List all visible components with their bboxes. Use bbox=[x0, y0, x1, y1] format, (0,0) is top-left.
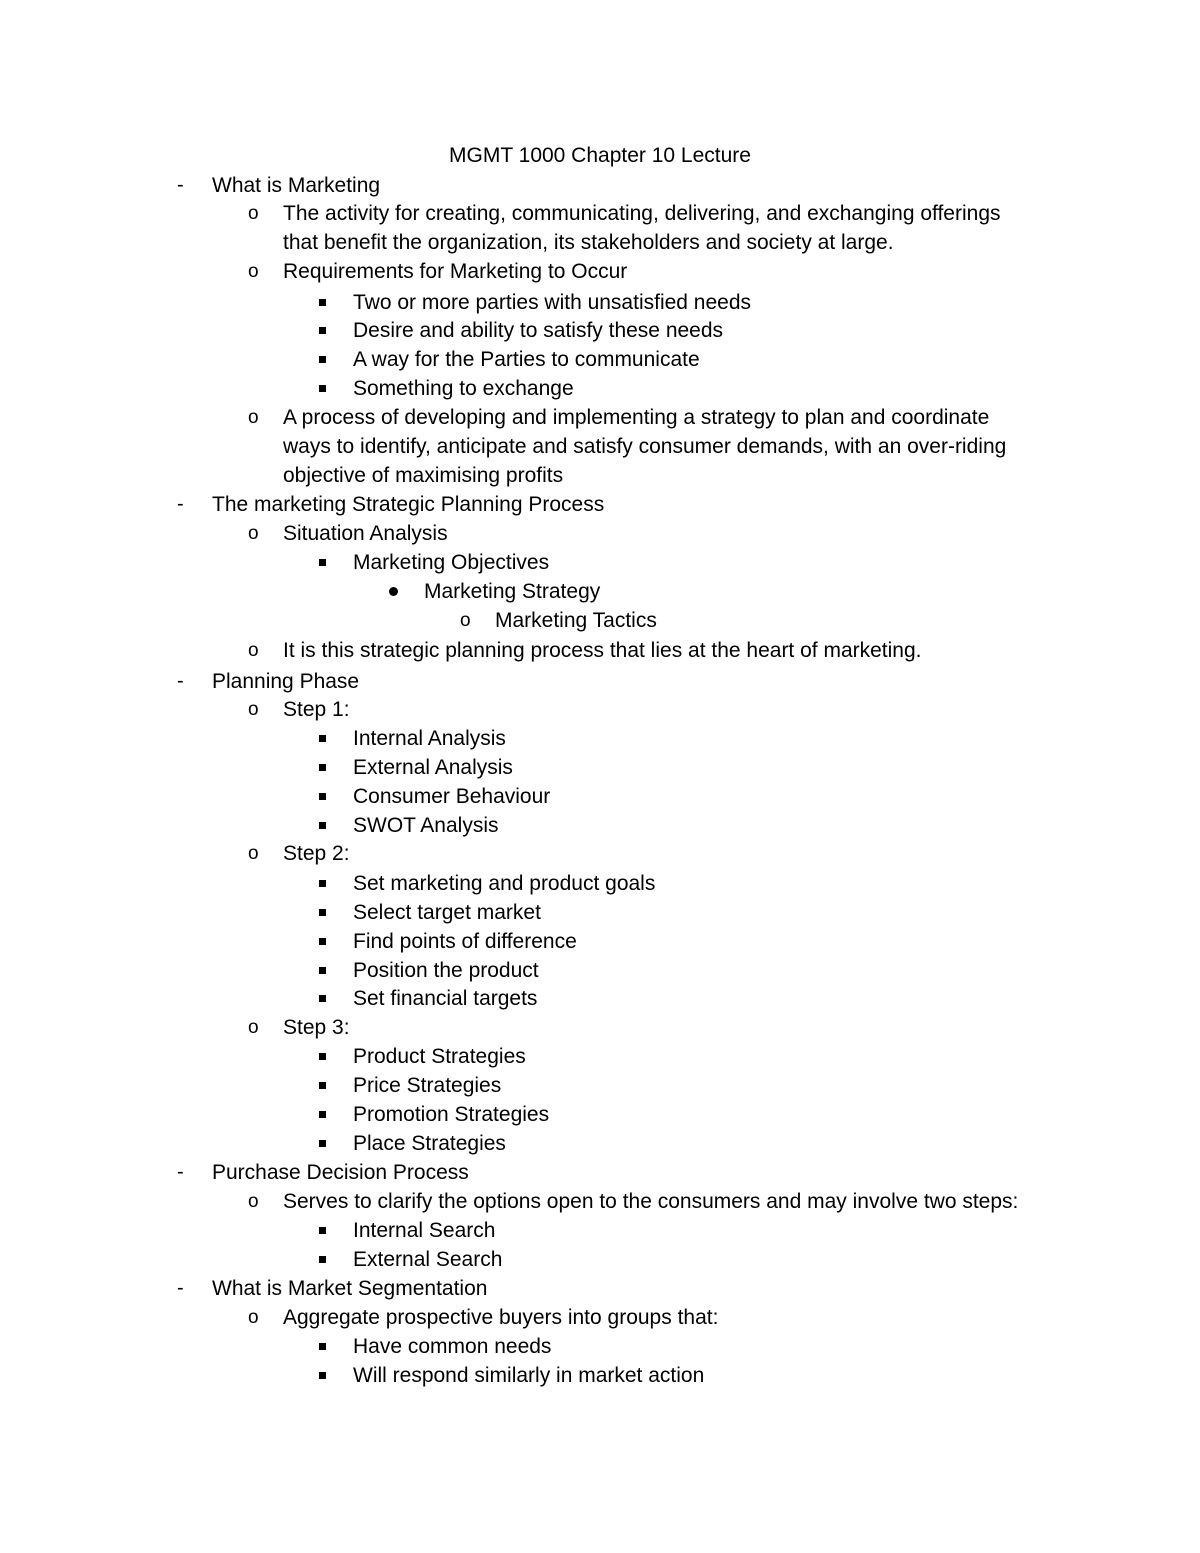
section-heading: What is Marketing bbox=[212, 174, 381, 197]
list-item: Will respond similarly in market action bbox=[353, 1364, 705, 1387]
dash-bullet: - bbox=[177, 1277, 184, 1299]
square-bullet bbox=[319, 1372, 326, 1379]
list-item: Set financial targets bbox=[353, 987, 538, 1010]
square-bullet bbox=[319, 356, 326, 363]
list-item: External Analysis bbox=[353, 756, 513, 779]
list-item: Situation Analysis bbox=[283, 522, 448, 545]
circle-bullet: o bbox=[248, 640, 259, 661]
list-item: SWOT Analysis bbox=[353, 814, 499, 837]
square-bullet bbox=[319, 995, 326, 1002]
round-bullet bbox=[389, 587, 398, 596]
list-item: Desire and ability to satisfy these needs bbox=[353, 319, 724, 342]
list-item: Step 2: bbox=[283, 842, 350, 865]
square-bullet bbox=[319, 559, 326, 566]
list-item: Internal Analysis bbox=[353, 727, 506, 750]
circle-bullet: o bbox=[248, 407, 259, 428]
list-item: Internal Search bbox=[353, 1219, 496, 1242]
square-bullet bbox=[319, 327, 326, 334]
list-item: Serves to clarify the options open to the consumers and may involve two steps: bbox=[283, 1190, 1019, 1213]
dash-bullet: - bbox=[177, 670, 184, 692]
list-item: Marketing Strategy bbox=[424, 580, 601, 603]
square-bullet bbox=[319, 1227, 326, 1234]
list-item: Aggregate prospective buyers into groups that: bbox=[283, 1306, 719, 1329]
dash-bullet: - bbox=[177, 174, 184, 196]
list-item: Product Strategies bbox=[353, 1045, 526, 1068]
square-bullet bbox=[319, 880, 326, 887]
list-item: Place Strategies bbox=[353, 1132, 506, 1155]
list-item: Find points of difference bbox=[353, 930, 577, 953]
list-item: Step 3: bbox=[283, 1016, 350, 1039]
square-bullet bbox=[319, 1256, 326, 1263]
list-item: It is this strategic planning process that lies at the heart of marketing. bbox=[283, 639, 922, 662]
dash-bullet: - bbox=[177, 1161, 184, 1183]
square-bullet bbox=[319, 1082, 326, 1089]
circle-bullet: o bbox=[248, 523, 259, 544]
list-item: Step 1: bbox=[283, 698, 350, 721]
list-item: Two or more parties with unsatisfied needs bbox=[353, 291, 752, 314]
circle-bullet: o bbox=[248, 699, 259, 720]
circle-bullet: o bbox=[248, 1307, 259, 1328]
dash-bullet: - bbox=[177, 493, 184, 515]
list-item: Promotion Strategies bbox=[353, 1103, 550, 1126]
square-bullet bbox=[319, 822, 326, 829]
list-item: Have common needs bbox=[353, 1335, 552, 1358]
square-bullet bbox=[319, 385, 326, 392]
circle-bullet: o bbox=[248, 1017, 259, 1038]
circle-bullet: o bbox=[248, 203, 259, 224]
list-item: Requirements for Marketing to Occur bbox=[283, 260, 628, 283]
square-bullet bbox=[319, 735, 326, 742]
list-item-continuation: that benefit the organization, its stakeholders and society at large. bbox=[283, 231, 894, 254]
list-item: Marketing Objectives bbox=[353, 551, 550, 574]
square-bullet bbox=[319, 938, 326, 945]
circle-bullet: o bbox=[248, 1191, 259, 1212]
circle-bullet: o bbox=[248, 843, 259, 864]
list-item-continuation: ways to identify, anticipate and satisfy consumer demands, with an over-riding bbox=[283, 435, 1007, 458]
circle-bullet: o bbox=[460, 610, 471, 631]
list-item: A process of developing and implementing a strategy to plan and coordinate bbox=[283, 406, 990, 429]
list-item: Price Strategies bbox=[353, 1074, 502, 1097]
list-item-continuation: objective of maximising profits bbox=[283, 464, 564, 487]
circle-bullet: o bbox=[248, 261, 259, 282]
square-bullet bbox=[319, 1111, 326, 1118]
list-item: Marketing Tactics bbox=[495, 609, 657, 632]
list-item: External Search bbox=[353, 1248, 503, 1271]
square-bullet bbox=[319, 909, 326, 916]
square-bullet bbox=[319, 1343, 326, 1350]
list-item: Something to exchange bbox=[353, 377, 574, 400]
square-bullet bbox=[319, 967, 326, 974]
list-item: Select target market bbox=[353, 901, 541, 924]
list-item: Position the product bbox=[353, 959, 539, 982]
square-bullet bbox=[319, 299, 326, 306]
list-item: The activity for creating, communicating, delivering, and exchanging offerings bbox=[283, 202, 1001, 225]
square-bullet bbox=[319, 764, 326, 771]
section-heading: Planning Phase bbox=[212, 670, 360, 693]
square-bullet bbox=[319, 1053, 326, 1060]
section-heading: The marketing Strategic Planning Process bbox=[212, 493, 605, 516]
square-bullet bbox=[319, 793, 326, 800]
section-heading: Purchase Decision Process bbox=[212, 1161, 469, 1184]
list-item: Set marketing and product goals bbox=[353, 872, 656, 895]
list-item: A way for the Parties to communicate bbox=[353, 348, 700, 371]
document-title: MGMT 1000 Chapter 10 Lecture bbox=[449, 144, 751, 167]
list-item: Consumer Behaviour bbox=[353, 785, 551, 808]
square-bullet bbox=[319, 1140, 326, 1147]
section-heading: What is Market Segmentation bbox=[212, 1277, 488, 1300]
